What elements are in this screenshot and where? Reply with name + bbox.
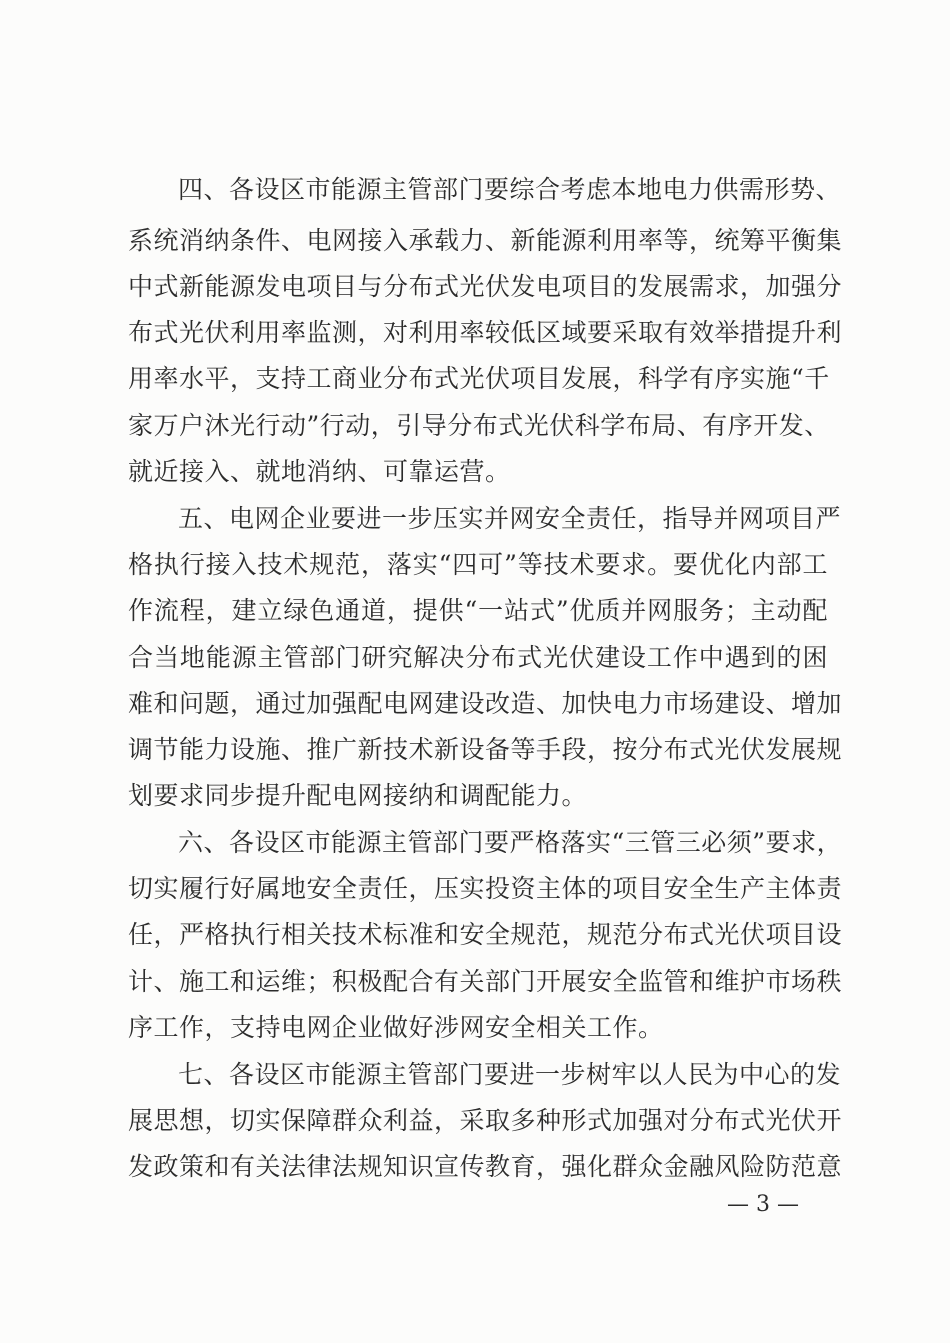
- paragraph-4-line-2: 系统消纳条件、电网接入承载力、新能源利用率等，统筹平衡集: [128, 226, 843, 255]
- paragraph-6-line-4: 计、施工和运维；积极配合有关部门开展安全监管和维护市场秩: [128, 967, 843, 996]
- paragraph-5-line-7: 划要求同步提升配电网接纳和调配能力。: [128, 781, 588, 810]
- page-number: — 3 —: [727, 1192, 799, 1217]
- paragraph-4-line-3: 中式新能源发电项目与分布式光伏发电项目的发展需求，加强分: [128, 272, 843, 301]
- paragraph-4-line-4: 布式光伏利用率监测，对利用率较低区域要采取有效举措提升利: [128, 318, 843, 347]
- paragraph-7-line-2: 展思想，切实保障群众利益，采取多种形式加强对分布式光伏开: [128, 1106, 843, 1135]
- paragraph-5-line-2: 格执行接入技术规范，落实“四可”等技术要求。要优化内部工: [128, 550, 828, 579]
- paragraph-6-line-5: 序工作，支持电网企业做好涉网安全相关工作。: [128, 1013, 664, 1042]
- paragraph-6-line-1: 六、各设区市能源主管部门要严格落实“三管三必须”要求，: [178, 828, 843, 857]
- paragraph-5-line-4: 合当地能源主管部门研究解决分布式光伏建设工作中遇到的困: [128, 643, 828, 672]
- paragraph-5-line-6: 调节能力设施、推广新技术新设备等手段，按分布式光伏发展规: [128, 735, 843, 764]
- paragraph-4-line-7: 就近接入、就地消纳、可靠运营。: [128, 457, 511, 486]
- paragraph-4-line-1: 四、各设区市能源主管部门要综合考虑本地电力供需形势、: [178, 175, 842, 204]
- paragraph-6-line-2: 切实履行好属地安全责任，压实投资主体的项目安全生产主体责: [128, 874, 843, 903]
- paragraph-7-line-3: 发政策和有关法律法规知识宣传教育，强化群众金融风险防范意: [128, 1152, 843, 1181]
- paragraph-4-line-5: 用率水平，支持工商业分布式光伏项目发展，科学有序实施“千: [128, 364, 830, 393]
- paragraph-7-line-1: 七、各设区市能源主管部门要进一步树牢以人民为中心的发: [178, 1060, 842, 1089]
- paragraph-6-line-3: 任，严格执行相关技术标准和安全规范，规范分布式光伏项目设: [128, 920, 843, 949]
- paragraph-5-line-3: 作流程，建立绿色通道，提供“一站式”优质并网服务；主动配: [128, 596, 828, 625]
- paragraph-4-line-6: 家万户沐光行动”行动，引导分布式光伏科学布局、有序开发、: [128, 411, 830, 440]
- paragraph-5-line-1: 五、电网企业要进一步压实并网安全责任，指导并网项目严: [178, 504, 842, 533]
- paragraph-5-line-5: 难和问题，通过加强配电网建设改造、加快电力市场建设、增加: [128, 689, 843, 718]
